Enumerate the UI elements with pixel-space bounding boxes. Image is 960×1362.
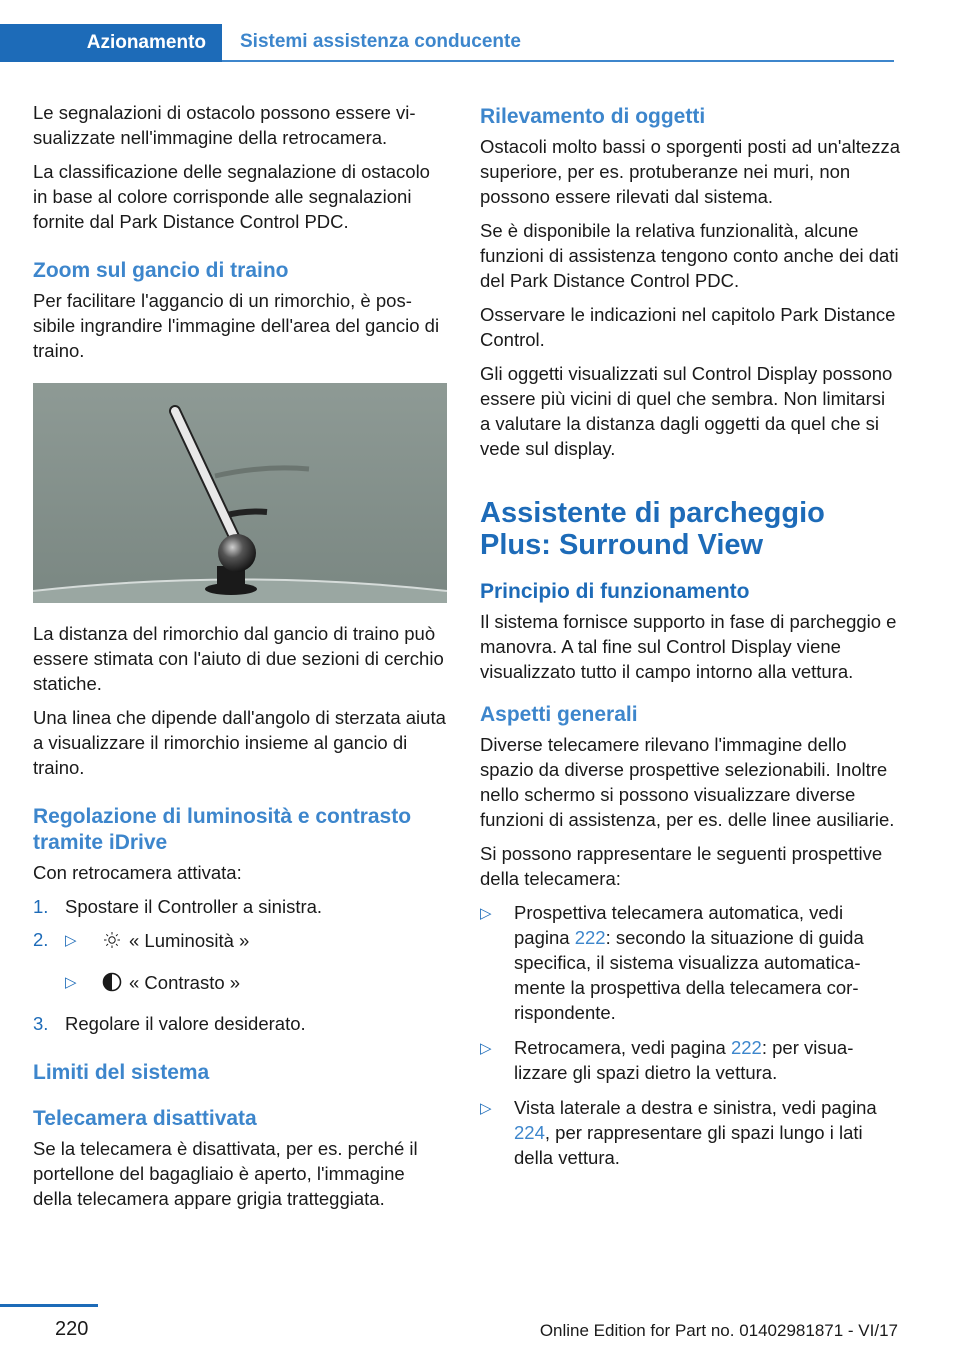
list-item-text: Vista laterale a destra e sinistra, vedi pagina 224, per rappresentare gli spazi lungo i lati della vettura. xyxy=(514,1097,877,1168)
step-number: 1. xyxy=(33,896,49,917)
paragraph: Per facilitare l'aggancio di un rimorchio, è possibile ingrandire l'immagine dell'area del gancio di traino. xyxy=(33,290,440,361)
paragraph: Gli oggetti visualizzati sul Control Display possono essere più vicini di quel che sembra. Non limitarsi a valutare la distanza dagli oggetti da quel che si vede sul display. xyxy=(480,363,893,459)
page-link[interactable]: 222 xyxy=(574,927,606,948)
camera-views-list xyxy=(480,900,900,1170)
heading-zoom: Zoom sul gancio di traino xyxy=(33,259,289,282)
page-link[interactable]: 222 xyxy=(730,1037,762,1058)
edition-text: Online Edition for Part no. 01402981871 - VI/17 xyxy=(539,1321,898,1340)
left-column xyxy=(33,100,447,1220)
tow-hitch-camera-image xyxy=(33,383,447,603)
list-item xyxy=(33,969,447,1007)
tab-azionamento[interactable]: Azionamento xyxy=(0,24,222,62)
step-number-blank xyxy=(33,969,65,1007)
contrast-label: « Contrasto » xyxy=(129,971,241,993)
page-link[interactable]: 224 xyxy=(514,1122,545,1143)
list-item-text: Prospettiva telecamera automatica, vedi pagina 222: secondo la situazione di guida specifica, il sistema visualizza automaticamente la prospettiva della telecamera corrispondente. xyxy=(514,902,864,1023)
paragraph: Le segnalazioni di ostacolo possono essere visualizzate nell'immagine della retrocamera. xyxy=(33,102,416,148)
paragraph: Se la telecamera è disattivata, per es. perché il portellone del bagagliaio è aperto, l'immagine della telecamera appare grigia tratteggiata. xyxy=(33,1138,418,1209)
brightness-label: « Luminosità » xyxy=(129,929,250,951)
triangle-icon: ▷ xyxy=(480,905,492,922)
sub-item xyxy=(65,969,240,995)
heading-objects: Rilevamento di oggetti xyxy=(480,105,706,128)
heading-camera-off: Telecamera disattivata xyxy=(33,1107,257,1130)
contrast-icon xyxy=(99,972,125,992)
heading-principle: Principio di funzionamento xyxy=(480,580,750,603)
list-item-text: Retrocamera, vedi pagina 222: per visualizzare gli spazi dietro la vettura. xyxy=(514,1037,854,1083)
paragraph: Si possono rappresentare le seguenti prospettive della telecamera: xyxy=(480,843,883,889)
tab-section[interactable]: Sistemi assistenza conducente xyxy=(222,24,894,62)
paragraph: Una linea che dipende dall'angolo di sterzata aiuta a visualizzare il rimorchio insieme al gancio di traino. xyxy=(33,707,446,778)
step-number: 3. xyxy=(33,1013,49,1034)
paragraph: La classificazione delle segnalazione di ostacolo in base al colore corrisponde alle segnalazioni fornite dal Park Distance Control PDC. xyxy=(33,161,430,232)
right-column xyxy=(480,100,900,1180)
list-item xyxy=(480,1035,900,1085)
step-text: Spostare il Controller a sinistra. xyxy=(65,896,323,917)
paragraph: Ostacoli molto bassi o sporgenti posti ad un'altezza superiore, per es. protuberanze nei muri, non possono essere rilevati dal sistema. xyxy=(480,136,901,207)
heading-limits: Limiti del sistema xyxy=(33,1061,210,1084)
list-item xyxy=(480,1095,900,1170)
paragraph: Se è disponibile la relativa funzionalità, alcune funzioni di assistenza tengono conto anche dei dati del Park Distance Control PDC. xyxy=(480,220,899,291)
paragraph: Con retrocamera attivata: xyxy=(33,862,242,883)
heading-general: Aspetti generali xyxy=(480,703,638,726)
step-text: Regolare il valore desiderato. xyxy=(65,1013,306,1034)
heading-brightness: Regolazione di luminosità e contrasto tramite iDrive xyxy=(33,805,412,854)
triangle-icon: ▷ xyxy=(65,932,77,949)
sun-icon xyxy=(99,930,125,950)
sub-item xyxy=(65,927,249,953)
paragraph: Il sistema fornisce supporto in fase di parcheggio e manovra. A tal fine sul Control Display viene visualizzato tutto il campo intorno alla vettura. xyxy=(480,611,897,682)
paragraph: La distanza del rimorchio dal gancio di traino può essere stimata con l'aiuto di due sezioni di cerchio statiche. xyxy=(33,623,444,694)
paragraph: Osservare le indicazioni nel capitolo Park Distance Control. xyxy=(480,304,896,350)
page-number: 220 xyxy=(55,1318,89,1340)
paragraph: Diverse telecamere rilevano l'immagine dello spazio da diverse prospettive selezionabili. Inoltre nello schermo si possono visualizzare diverse funzioni di assistenza, per es. delle linee ausiliarie. xyxy=(480,734,895,830)
list-item xyxy=(33,1011,447,1036)
list-item xyxy=(33,894,447,919)
triangle-icon: ▷ xyxy=(65,974,77,991)
list-item xyxy=(33,927,447,965)
triangle-icon: ▷ xyxy=(480,1040,492,1057)
steps-list xyxy=(33,894,447,1036)
list-item xyxy=(480,900,900,1025)
triangle-icon: ▷ xyxy=(480,1100,492,1117)
heading-surround-view: Assistente di parcheggio Plus: Surround View xyxy=(480,497,825,561)
footer-rule xyxy=(0,1304,98,1307)
step-number: 2. xyxy=(33,929,49,950)
